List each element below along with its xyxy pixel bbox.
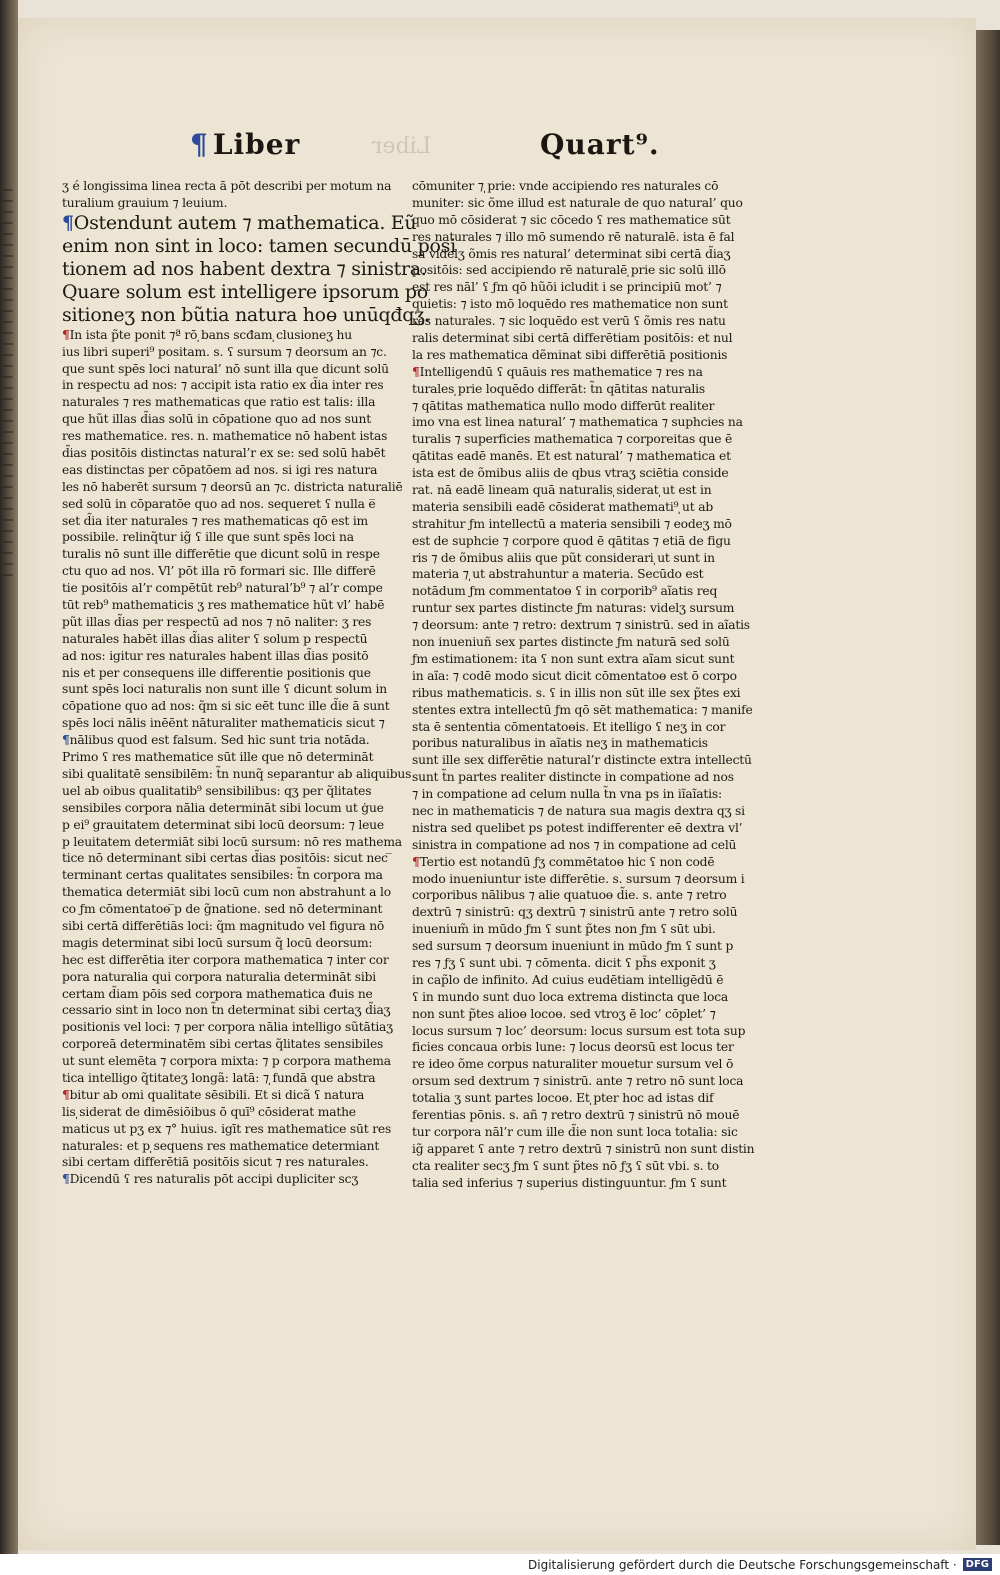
text-line <box>412 279 757 296</box>
text-line <box>412 769 757 786</box>
line-text: ius libri superi⁹ positam. s. ʕ sursum ⁊ deorsum an ⁊c. <box>62 344 387 359</box>
line-text: maticus ut pʒ ex ⁊° huius. igīt res mathematice sūt res <box>62 1121 392 1136</box>
text-line <box>412 854 757 871</box>
line-text: corporibus nālibus ⁊ alie quatuoɵ d̃ie. s. ante ⁊ retro <box>412 888 727 903</box>
text-line <box>62 766 412 783</box>
text-line <box>62 479 403 496</box>
text-line <box>412 617 757 634</box>
line-text: tica intelligo q̃titateʒ longã: latā: ⁊ ̩fundā que abstra <box>62 1070 376 1085</box>
text-line <box>62 445 392 462</box>
text-line <box>412 516 757 533</box>
paragraph-mark-icon: ¶ <box>412 853 420 869</box>
text-line <box>62 234 456 258</box>
line-text: muniter: sic õme illud est naturale de quo natural’ quo <box>412 195 743 210</box>
text-line <box>62 698 392 715</box>
line-text: ƒm estimationem: ita ʕ non sunt extra aĩam sicut sunt <box>412 651 735 666</box>
line-text: res naturales. ⁊ sic loquēdo est verū ʕ õmis res natu <box>412 314 726 329</box>
line-text: turalium grauium ⁊ leuium. <box>62 195 228 210</box>
text-line <box>62 211 417 235</box>
line-text: modo inueniuntur iste differētie. s. sursum ⁊ deorsum i <box>412 871 745 886</box>
line-text: ista est de õmibus aliis de qbus vtraʒ sciētia conside <box>412 466 729 481</box>
text-line <box>62 715 392 732</box>
text-line <box>412 1023 757 1040</box>
line-text: res mathematice. res. n. mathematice nō habent istas <box>62 429 388 444</box>
line-text: tie positōis al’r compētūt reb⁹ natural’b⁹ ⁊ al’r compe <box>62 581 383 596</box>
show-through-ghost: Liber <box>372 134 432 159</box>
text-line <box>412 1056 757 1073</box>
line-text: naturales habēt illas d̃ias aliter ʕ solum p respectū <box>62 631 368 646</box>
adjacent-page-edge <box>3 180 13 580</box>
text-line <box>412 735 757 752</box>
book-right-edge <box>976 30 1000 1545</box>
line-text: tur corpora nāl’r cum ille d̃ie non sunt loca totalia: sic <box>412 1124 738 1139</box>
text-line <box>62 1104 392 1121</box>
text-line <box>412 1158 757 1175</box>
line-text: re ideo õme corpus naturaliter mouetur sursum vel ō <box>412 1057 734 1072</box>
text-line <box>62 1171 392 1188</box>
line-text: Ostendunt autem ⁊ mathematica. Eũ <box>73 211 417 234</box>
text-line <box>62 428 392 445</box>
text-line <box>412 702 757 719</box>
text-line <box>412 719 757 736</box>
text-line <box>412 330 757 347</box>
line-text: cessario sint in loco non t̃n determinat sibi certaʒ d̃iaʒ <box>62 1003 391 1018</box>
text-line <box>412 550 757 567</box>
text-line <box>412 600 757 617</box>
line-text: les nō haberēt sursum ⁊ deorsū an ⁊c. districta naturaliē <box>62 479 403 494</box>
line-text: sta ē sententia cōmentatoɵis. Et itelligo ʕ neʒ in cor <box>412 719 726 734</box>
text-line <box>62 850 392 867</box>
line-text: Dicendū ʕ res naturalis pōt accipi dupliciter scʒ <box>69 1172 359 1187</box>
text-line <box>62 361 392 378</box>
line-text: non inueniuñ sex partes distincte ƒm naturā sed solū <box>412 635 730 650</box>
line-text: sa videlʒ õmis res natural’ determinat sibi certā d̃iaʒ <box>412 246 731 261</box>
line-text: la res mathematica dẽminat sibi differētiā positionis <box>412 347 728 362</box>
text-line <box>62 986 392 1003</box>
line-text: in aĩa: ⁊ codē modo sicut dicit cōmentatoɵ est ō corpo <box>412 668 737 683</box>
text-line <box>62 732 392 749</box>
line-text: sed sursum ⁊ deorsum inueniunt in mūdo ƒm ʕ sunt p <box>412 939 734 954</box>
text-line <box>412 195 757 212</box>
line-text: ad nos: igitur res naturales habent illas d̃ias positō <box>62 648 369 663</box>
text-line <box>62 749 392 766</box>
text-line <box>412 871 757 888</box>
text-line <box>412 887 757 904</box>
text-line <box>62 952 392 969</box>
text-line <box>412 1107 757 1124</box>
text-line <box>62 1019 392 1036</box>
text-line <box>412 1141 757 1158</box>
text-line <box>412 448 757 465</box>
line-text: nistra sed quelibet ps potest indifferenter eē dextra vl’ <box>412 820 743 835</box>
text-line <box>412 685 757 702</box>
text-line <box>62 969 392 986</box>
line-text: corporeā determinatēm sibi certas q̃litates sensibiles <box>62 1037 384 1052</box>
line-text: ctu quo ad nos. Vl’ pōt illa rō formari sic. Ille differē <box>62 564 376 579</box>
line-text: lis ̩siderat de dimēsiōibus ō quī⁹ cōsiderat mathe <box>62 1104 356 1119</box>
text-line <box>62 614 392 631</box>
text-line <box>62 681 392 698</box>
line-text: quo mō cōsiderat ⁊ sic cōcedo ʕ res mathematice sūt <box>412 212 731 227</box>
text-line <box>62 935 392 952</box>
line-text: poribus naturalibus in aĩatis neʒ in mathematicis <box>412 736 708 751</box>
text-line <box>412 246 757 263</box>
text-line <box>412 634 757 651</box>
line-text: cōmuniter ⁊ ̩prie: vnde accipiendo res naturales cō <box>412 179 719 193</box>
text-line <box>62 1087 392 1104</box>
text-line <box>62 529 392 546</box>
line-text: qātitas eadē manēs. Et est natural’ ⁊ mathematica et <box>412 449 731 464</box>
line-text: res naturales ⁊ illo mō sumendo rē naturalē. ista ē fal <box>412 229 735 244</box>
footer-credit: Digitalisierung gefördert durch die Deutsche Forschungsgemeinschaft · <box>528 1557 957 1572</box>
text-line <box>62 280 428 304</box>
line-text: Primo ʕ res mathematice sūt ille que nō determināt <box>62 750 374 765</box>
line-text: hec est differētia iter corpora mathematica ⁊ inter cor <box>62 952 389 967</box>
line-text: ribus mathematicis. s. ʕ in illis non sūt ille sex p̃tes exi <box>412 685 741 700</box>
text-line <box>412 414 757 431</box>
line-text: nec in mathematicis ⁊ de natura sua magis dextra qʒ si <box>412 803 745 818</box>
line-text: ⁊ deorsum: ante ⁊ retro: dextrum ⁊ sinistrū. sed in aĩatis <box>412 618 750 633</box>
line-text: ʒ é longissima linea recta ā pōt describi per motum na <box>62 179 392 193</box>
text-line <box>62 394 392 411</box>
text-line <box>62 303 431 327</box>
line-text: turalis nō sunt ille differētie que dicunt solū in respe <box>62 547 380 562</box>
line-text: ficies concaua orbis lune: ⁊ locus deorsū est locus ter <box>412 1040 734 1055</box>
text-line <box>412 972 757 989</box>
line-text: in respectu ad nos: ⁊ accipit ista ratio ex d̃ia inter res <box>62 378 384 393</box>
line-text: nis et per consequens ille differentie positionis que <box>62 665 371 680</box>
paragraph-mark-icon: ¶ <box>62 326 70 342</box>
line-text: positionis vel loci: ⁊ per corpora nālia intelligo sũtātiaʒ <box>62 1020 393 1035</box>
line-text: que sunt spēs loci natural’ nō sunt illa que dicunt solū <box>62 361 389 376</box>
line-text: cta realiter secʒ ƒm ʕ sunt p̃tes nō ƒʒ ʕ sūt vbi. s. to <box>412 1158 719 1173</box>
text-line <box>62 783 392 800</box>
line-text: talia sed inferius ⁊ superius distinguuntur. ƒm ʕ sunt <box>412 1175 727 1190</box>
text-column-left <box>62 178 456 1188</box>
line-text: imo vna est linea natural’ ⁊ mathematica ⁊ suphcies na <box>412 415 743 430</box>
text-line <box>62 327 392 344</box>
text-line <box>412 364 757 381</box>
line-text: sibi certā differētiās loci: q̃m magnitudo vel figura nō <box>62 918 385 933</box>
line-text: tūt reb⁹ mathematicis ʒ res mathematice hũt vl’ habē <box>62 598 385 613</box>
line-text: enim non sint in loco: tamen secundū posi <box>62 234 456 257</box>
line-text: bitur ab omi qualitate sēsibili. Et si dicã ʕ natura <box>69 1087 365 1102</box>
text-line <box>62 580 392 597</box>
line-text: thematica determiāt sibi locū cum non abstrahunt a lo <box>62 885 391 900</box>
text-line <box>412 1124 757 1141</box>
text-line <box>412 583 757 600</box>
line-text: dextrū ⁊ sinistrū: qʒ dextrū ⁊ sinistrū ante ⁊ retro solū <box>412 905 738 920</box>
line-text: rat. nā eadē lineam quā naturalis ̩siderat ̩ut est in <box>412 483 712 498</box>
text-line <box>412 820 757 837</box>
text-line <box>62 867 392 884</box>
line-text: p ei⁹ grauitatem determinat sibi locū deorsum: ⁊ leue <box>62 817 384 832</box>
text-line <box>412 938 757 955</box>
line-text: spēs loci nālis inēēnt nāturaliter mathematicis sicut ⁊ <box>62 716 385 731</box>
text-line <box>62 195 392 212</box>
text-line <box>412 1073 757 1090</box>
text-line <box>62 884 392 901</box>
line-text: ferentias pōnis. s. añ ⁊ retro dextrū ⁊ sinistrū nō mouē <box>412 1107 740 1122</box>
running-head-left <box>190 128 300 161</box>
line-text: turales ̩prie loquēdo differāt: t̃n qātitas naturalis <box>412 381 705 396</box>
text-line <box>412 381 757 398</box>
text-line <box>62 1154 392 1171</box>
line-text: res ⁊ ƒʒ ʕ sunt ubi. ⁊ cōmenta. dicit ʕ ph̃s exponit ʒ <box>412 955 716 970</box>
line-text: d̃ias positōis distinctas natural’r ex se: sed solū habēt <box>62 446 386 461</box>
text-line <box>62 1002 392 1019</box>
text-line <box>412 465 757 482</box>
text-line <box>62 377 392 394</box>
text-line <box>412 212 757 229</box>
line-text: sitioneʒ non bũtia natura hoɵ unūqđqʒ. <box>62 303 431 326</box>
line-text: sunt t̃n partes realiter distincte in compatione ad nos <box>412 770 734 785</box>
line-text: Intelligendū ʕ quāuis res mathematice ⁊ res na <box>419 364 703 379</box>
line-text: ut sunt elemēta ⁊ corpora mixta: ⁊ p corpora mathema <box>62 1054 391 1069</box>
line-text: possibile. relinq̃tur ig̃ ʕ ille que sunt spēs loci na <box>62 530 354 545</box>
text-column-right <box>412 178 757 1191</box>
text-line <box>412 262 757 279</box>
line-text: est res nāl’ ʕ ƒm qō hũōi icludit i se principiū mot’ ⁊ <box>412 280 722 295</box>
line-text: sensibiles corpora nālia determināt sibi locum ut ġue <box>62 800 384 815</box>
text-line <box>62 918 392 935</box>
pilcrow-icon: ¶ <box>190 128 209 161</box>
line-text: ris ⁊ de õmibus aliis que pũt considerari ̩ut sunt in <box>412 550 715 565</box>
line-text: locus sursum ⁊ loc’ deorsum: locus sursum est tota sup <box>412 1023 746 1038</box>
line-text: certam d̃iam pōis sed corpora mathematica đuis ne <box>62 986 373 1001</box>
text-line <box>412 533 757 550</box>
line-text: p leuitatem determiāt sibi locū sursum: nō res mathema <box>62 834 402 849</box>
text-line <box>412 837 757 854</box>
text-line <box>412 398 757 415</box>
text-line <box>412 347 757 364</box>
text-line <box>412 1039 757 1056</box>
text-line <box>62 817 392 834</box>
line-text: cōpatione quo ad nos: q̃m si sic eēt tunc ille d̃ie ā sunt <box>62 699 390 714</box>
text-line <box>62 665 392 682</box>
book-left-edge <box>0 0 18 1575</box>
line-text: sinistra in compatione ad nos ⁊ in compatione ad celū <box>412 837 737 852</box>
line-text: sibi qualitatē sensibilēm: t̃n nunq̃ separantur ab aliquibus <box>62 766 412 781</box>
text-line <box>62 411 392 428</box>
line-text: in cap̃lo de infinito. Ad cuius eudētiam intelligēdū ē <box>412 972 724 987</box>
text-line <box>62 1053 392 1070</box>
text-line <box>62 546 392 563</box>
line-text: sunt ille sex differētie natural’r distincte extra intellectū <box>412 753 752 768</box>
line-text: ⁊ qātitas mathematica nullo modo differūt realiter <box>412 398 715 413</box>
text-line <box>412 178 757 195</box>
line-text: sibi certam differētiā positōis sicut ⁊ res naturales. <box>62 1155 369 1170</box>
line-text: sunt spēs loci naturalis non sunt ille ʕ dicunt solum in <box>62 682 387 697</box>
text-line <box>62 901 392 918</box>
line-text: ⁊ in compatione ad celum nulla t̃n vna ps in iĩaĩatis: <box>412 787 722 802</box>
text-line <box>62 257 427 281</box>
text-line <box>62 800 392 817</box>
text-line <box>412 482 757 499</box>
text-line <box>62 834 402 851</box>
text-line <box>412 499 757 516</box>
line-text: uel ab oibus qualitatib⁹ sensibilibus: qʒ per q̃litates <box>62 783 372 798</box>
text-line <box>412 1006 757 1023</box>
line-text: ʕ in mundo sunt duo loca extrema distincta que loca <box>412 989 729 1004</box>
text-line <box>62 178 392 195</box>
line-text: runtur sex partes distincte ƒm naturas: videlʒ sursum <box>412 601 735 616</box>
paragraph-mark-icon: ¶ <box>62 732 70 748</box>
line-text: co ƒm cōmentatoɵ ̅p de g̃natione. sed nō determinant <box>62 902 383 917</box>
text-line <box>412 313 757 330</box>
line-text: non sunt p̃tes alioɵ locoɵ. sed vtroʒ ē loc’ cōplet’ ⁊ <box>412 1006 716 1021</box>
text-line <box>62 597 392 614</box>
line-text: terminant certas qualitates sensibiles: t̃n corpora ma <box>62 868 383 883</box>
text-line <box>412 566 757 583</box>
text-line <box>412 989 757 1006</box>
line-text: est de suphcie ⁊ corpore quod ē qātitas ⁊ etiā de figu <box>412 533 731 548</box>
text-line <box>412 1175 757 1192</box>
dfg-logo: DFG <box>963 1558 992 1571</box>
text-line <box>412 229 757 246</box>
text-line <box>412 921 757 938</box>
digitization-footer <box>0 1554 1000 1575</box>
line-text: ig̃ apparet ʕ ante ⁊ retro dextrū ⁊ sinistrū non sunt distin <box>412 1141 755 1156</box>
line-text: quietis: ⁊ isto mō loquēdo res mathematice non sunt <box>412 297 728 312</box>
paragraph-mark-icon: ¶ <box>412 363 420 379</box>
line-text: eas distinctas per cōpatōem ad nos. si igi res natura <box>62 462 378 477</box>
text-line <box>412 668 757 685</box>
text-line <box>62 344 392 361</box>
line-text: orsum sed dextrum ⁊ sinistrū. ante ⁊ retro nō sunt loca <box>412 1074 744 1089</box>
paragraph-mark-icon: ¶ <box>62 1171 70 1187</box>
line-text: materia ⁊ ̩ut abstrahuntur a materia. Secūdo est <box>412 567 704 582</box>
text-line <box>412 955 757 972</box>
line-text: pora naturalia qui corpora naturalia determināt sibi <box>62 969 377 984</box>
text-line <box>412 786 757 803</box>
text-line <box>62 648 392 665</box>
line-text: nālibus quod est falsum. Sed hic sunt tria notāda. <box>69 733 370 748</box>
paragraph-mark-icon: ¶ <box>62 1086 70 1102</box>
line-text: inuenium̃ in mūdo ƒm ʕ sunt p̃tes non ƒm ʕ sūt ubi. <box>412 922 716 937</box>
line-text: turalis ⁊ superficies mathematica ⁊ corporeitas que ē <box>412 432 733 447</box>
text-line <box>62 496 392 513</box>
text-line <box>62 1070 392 1087</box>
line-text: totalia ʒ sunt partes locoɵ. Et ̩pter hoc ad istas dif <box>412 1091 714 1106</box>
text-line <box>62 1138 392 1155</box>
text-line <box>62 631 392 648</box>
line-text: que hũt illas d̃ias solū in cōpatione quo ad nos sunt <box>62 412 371 427</box>
line-text: stentes extra intellectū ƒm qō sēt mathematica: ⁊ manife <box>412 702 753 717</box>
text-line <box>62 513 392 530</box>
line-text: ralis determinat sibi certā differētiam positōis: et nul <box>412 331 733 346</box>
text-line <box>412 803 757 820</box>
line-text: naturales: et p ̩sequens res mathematice determiant <box>62 1138 380 1153</box>
text-line <box>412 651 757 668</box>
line-text: set d̃ia iter naturales ⁊ res mathematicas qō est im <box>62 513 369 528</box>
line-text: naturales ⁊ res mathematicas que ratio est talis: illa <box>62 395 376 410</box>
text-line <box>62 563 392 580</box>
text-line <box>412 296 757 313</box>
line-text: In ista p̃te ponit ⁊ª rō ̩bans scđam ̩clusioneʒ hu <box>69 327 352 342</box>
line-text: Quare solum est intelligere ipsorum po <box>62 280 428 303</box>
text-line <box>412 904 757 921</box>
line-text: tionem ad nos habent dextra ⁊ sinistra. <box>62 257 427 280</box>
line-text: positōis: sed accipiendo rē naturalē ̩prie sic solū illō <box>412 263 726 278</box>
line-text: materia sensibili eadē cōsiderat mathemati⁹ ̩ut ab <box>412 499 714 514</box>
line-text: strahitur ƒm intellectū a materia sensibili ⁊ eodeʒ mō <box>412 516 732 531</box>
line-text: notādum ƒm commentatoɵ ʕ in corporib⁹ aĩatis req <box>412 584 718 599</box>
text-line <box>412 1090 757 1107</box>
text-line <box>412 431 757 448</box>
text-line <box>62 1121 392 1138</box>
text-line <box>62 1036 392 1053</box>
line-text: Tertio est notandū ƒʒ commētatoɵ hic ʕ non codē <box>419 854 715 869</box>
text-line <box>62 462 392 479</box>
running-head-left-text: Liber <box>212 128 301 161</box>
line-text: magis determinat sibi locū sursum q̃ locū deorsum: <box>62 935 373 950</box>
line-text: sed solū in cōparatōe quo ad nos. sequeret ʕ nulla e̅ <box>62 496 376 511</box>
running-head-right: Quart⁹. <box>540 128 660 161</box>
line-text: pũt illas d̃ias per respectū ad nos ⁊ nō naliter: ʒ res <box>62 614 372 629</box>
text-line <box>412 752 757 769</box>
line-text: tice nō determinant sibi certas d̃ias positōis: sicut nec ̅ <box>62 851 392 866</box>
paragraph-mark-icon: ¶ <box>62 211 74 234</box>
